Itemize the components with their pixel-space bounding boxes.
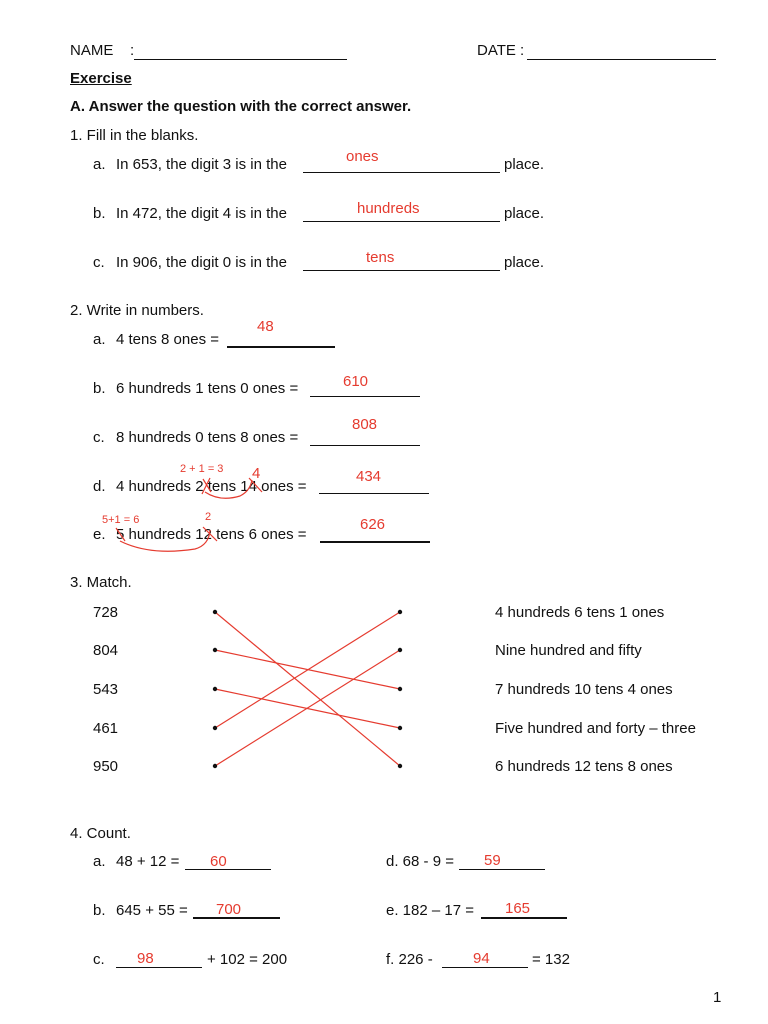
q4d-expression: d. 68 - 9 =	[386, 853, 454, 870]
q2c-letter: c.	[93, 429, 105, 446]
match-dot-right-4[interactable]	[398, 764, 402, 768]
q1-title: 1. Fill in the blanks.	[70, 127, 199, 144]
q4e-blank[interactable]	[481, 917, 567, 919]
name-colon: :	[130, 42, 135, 59]
q2e-blank[interactable]	[320, 541, 430, 543]
q4c-answer: 98	[137, 950, 154, 967]
q2d-blank[interactable]	[319, 493, 429, 494]
q3-right-item: 7 hundreds 10 tens 4 ones	[495, 681, 673, 698]
q3-left-item: 461	[93, 720, 119, 737]
q3-left-item: 804	[93, 642, 119, 659]
match-dot-right-0[interactable]	[398, 610, 402, 614]
q4a-blank[interactable]	[185, 869, 271, 870]
q3-left-item: 543	[93, 681, 119, 698]
q4f-answer: 94	[473, 950, 490, 967]
q1b-blank[interactable]	[303, 221, 500, 222]
q2c-prompt: 8 hundreds 0 tens 8 ones =	[116, 429, 299, 446]
match-line-0-4	[215, 612, 400, 766]
date-label: DATE :	[477, 42, 525, 59]
q2a-answer: 48	[257, 318, 274, 335]
q4c-expression: + 102 = 200	[207, 951, 288, 968]
q1c-prompt: In 906, the digit 0 is in the	[116, 254, 287, 271]
q4b-letter: b.	[93, 902, 106, 919]
q4f-expression: f. 226 -	[386, 951, 433, 968]
q4d-answer: 59	[484, 852, 501, 869]
name-label: NAME	[70, 42, 114, 59]
q2e-answer: 626	[360, 516, 386, 533]
q2-title: 2. Write in numbers.	[70, 302, 204, 319]
q1a-suffix: place.	[504, 156, 545, 173]
match-line-1-2	[215, 650, 400, 689]
q2d-answer: 434	[356, 468, 382, 485]
q1a-blank[interactable]	[303, 172, 500, 173]
q1b-answer: hundreds	[357, 200, 420, 217]
q4a-answer: 60	[210, 853, 227, 870]
match-line-2-3	[215, 689, 400, 728]
match-dot-left-4[interactable]	[213, 764, 217, 768]
page-number: 1	[713, 989, 722, 1006]
q2a-blank[interactable]	[227, 346, 335, 348]
q2d-letter: d.	[93, 478, 106, 495]
match-dot-right-3[interactable]	[398, 726, 402, 730]
q2d-prompt: 4 hundreds 2 tens 14 ones =	[116, 478, 307, 495]
exercise-title: Exercise	[70, 70, 132, 87]
q2e-carry-note: 5+1 = 6	[102, 514, 140, 526]
q1c-answer: tens	[366, 249, 395, 266]
q4a-expression: 48 + 12 =	[116, 853, 180, 870]
q4c-blank[interactable]	[116, 967, 202, 968]
q2e-letter: e.	[93, 526, 106, 543]
q2c-answer: 808	[352, 416, 378, 433]
q3-right-item: Five hundred and forty – three	[495, 720, 696, 737]
q3-left-item: 728	[93, 604, 119, 621]
q4f-suffix: = 132	[532, 951, 570, 968]
q2b-prompt: 6 hundreds 1 tens 0 ones =	[116, 380, 299, 397]
q4f-blank[interactable]	[442, 967, 528, 968]
q4b-expression: 645 + 55 =	[116, 902, 188, 919]
q1a-answer: ones	[346, 148, 379, 165]
match-dot-left-1[interactable]	[213, 648, 217, 652]
q1b-prompt: In 472, the digit 4 is in the	[116, 205, 287, 222]
q2c-blank[interactable]	[310, 445, 420, 446]
q2e-prompt: 5 hundreds 12 tens 6 ones =	[116, 526, 307, 543]
q2a-letter: a.	[93, 331, 106, 348]
name-field-line[interactable]	[134, 59, 347, 60]
match-dot-left-3[interactable]	[213, 726, 217, 730]
q3-right-item: 4 hundreds 6 tens 1 ones	[495, 604, 665, 621]
q2d-carry-note: 2 + 1 = 3	[180, 463, 224, 475]
match-dot-left-2[interactable]	[213, 687, 217, 691]
q2b-blank[interactable]	[310, 396, 420, 397]
q4d-blank[interactable]	[459, 869, 545, 870]
q4a-letter: a.	[93, 853, 106, 870]
q3-right-item: Nine hundred and fifty	[495, 642, 642, 659]
q2a-prompt: 4 tens 8 ones =	[116, 331, 219, 348]
q2b-letter: b.	[93, 380, 106, 397]
q1c-blank[interactable]	[303, 270, 500, 271]
q4c-letter: c.	[93, 951, 105, 968]
q1c-suffix: place.	[504, 254, 545, 271]
q3-right-item: 6 hundreds 12 tens 8 ones	[495, 758, 673, 775]
q4e-answer: 165	[505, 900, 531, 917]
q1b-letter: b.	[93, 205, 106, 222]
q3-title: 3. Match.	[70, 574, 132, 591]
match-line-4-1	[215, 650, 400, 766]
date-field-line[interactable]	[527, 59, 716, 60]
q2e-corrected-digit: 2	[205, 511, 212, 523]
q4e-expression: e. 182 – 17 =	[386, 902, 474, 919]
match-dot-right-2[interactable]	[398, 687, 402, 691]
match-dot-right-1[interactable]	[398, 648, 402, 652]
q4b-answer: 700	[216, 901, 242, 918]
q1a-letter: a.	[93, 156, 106, 173]
q1a-prompt: In 653, the digit 3 is in the	[116, 156, 287, 173]
q2b-answer: 610	[343, 373, 369, 390]
section-a-title: A. Answer the question with the correct answer.	[70, 98, 412, 115]
match-lines	[215, 612, 400, 766]
q2d-corrected-digit: 4	[252, 465, 261, 482]
q1b-suffix: place.	[504, 205, 545, 222]
q1c-letter: c.	[93, 254, 105, 271]
q3-left-item: 950	[93, 758, 119, 775]
match-dots	[213, 610, 402, 768]
match-line-3-0	[215, 612, 400, 728]
match-dot-left-0[interactable]	[213, 610, 217, 614]
q4-title: 4. Count.	[70, 825, 131, 842]
